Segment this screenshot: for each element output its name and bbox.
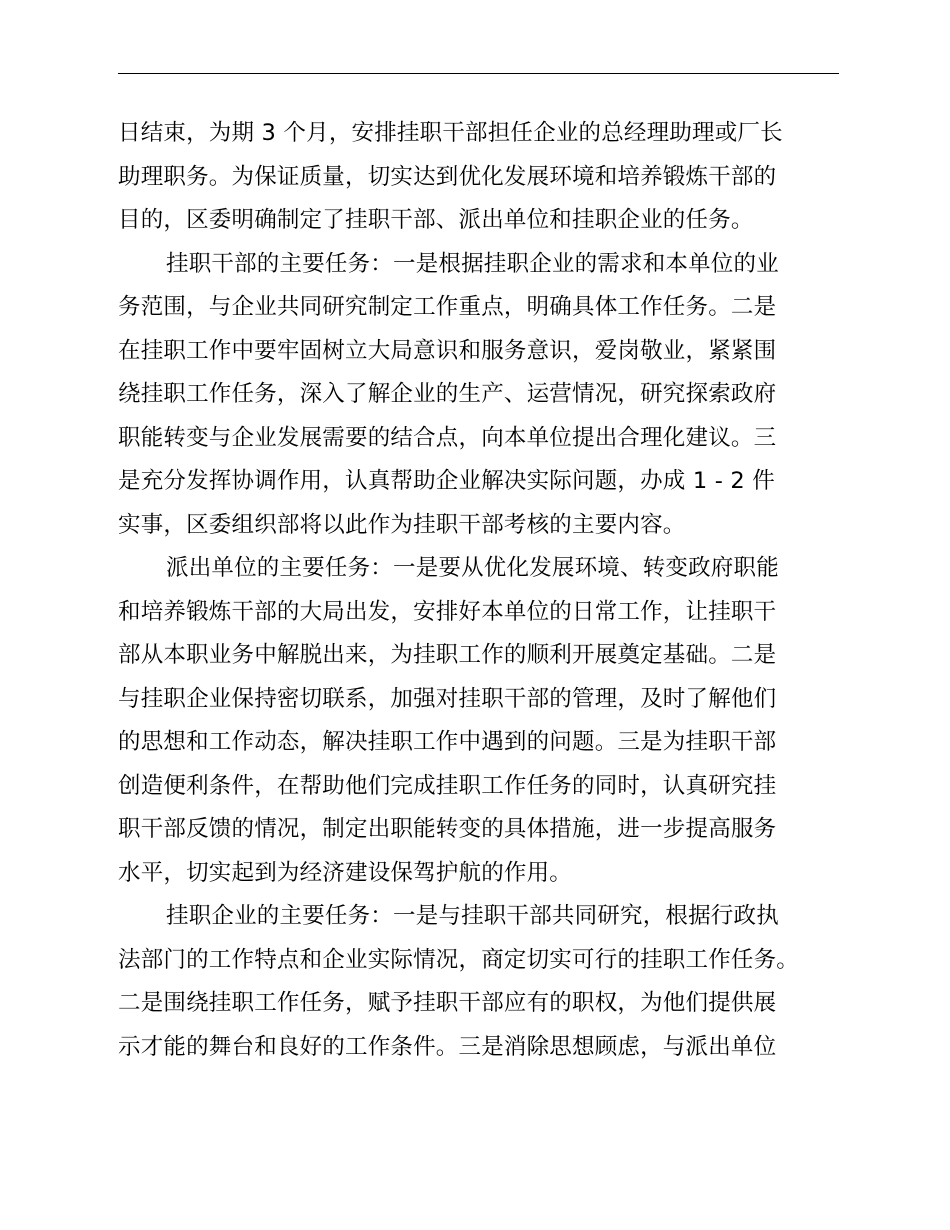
text-line: 务范围，与企业共同研究制定工作重点，明确具体工作任务。二是 [118,294,777,320]
text-line: 是充分发挥协调作用，认真帮助企业解决实际问题，办成 1 - 2 件 [118,468,775,494]
text-line: 在挂职工作中要牢固树立大局意识和服务意识，爱岗敬业，紧紧围 [118,337,777,364]
paragraph-first-line: 挂职企业的主要任务：一是与挂职干部共同研究，根据行政执 [166,903,779,929]
text-line: 创造便利条件，在帮助他们完成挂职工作任务的同时，认真研究挂 [118,772,777,799]
text-line: 助理职务。为保证质量，切实达到优化发展环境和培养锻炼干部的 [118,163,777,190]
text-line: 的思想和工作动态，解决挂职工作中遇到的问题。三是为挂职干部 [118,729,777,755]
text-line: 示才能的舞台和良好的工作条件。三是消除思想顾虑，与派出单位 [118,1033,777,1060]
document-body [118,112,842,1069]
text-line: 职干部反馈的情况，制定出职能转变的具体措施，进一步提高服务 [118,816,777,842]
text-line: 实事，区委组织部将以此作为挂职干部考核的主要内容。 [118,511,686,538]
text-line: 与挂职企业保持密切联系，加强对挂职干部的管理，及时了解他们 [118,685,777,712]
text-line: 目的，区委明确制定了挂职干部、派出单位和挂职企业的任务。 [118,207,754,233]
text-line: 日结束，为期 3 个月，安排挂职干部担任企业的总经理助理或厂长 [118,120,783,146]
text-line: 职能转变与企业发展需要的结合点，向本单位提出合理化建议。三 [118,424,777,451]
header-rule [118,73,839,74]
text-line: 二是围绕挂职工作任务，赋予挂职干部应有的职权，为他们提供展 [118,990,777,1016]
paragraph-first-line: 挂职干部的主要任务：一是根据挂职企业的需求和本单位的业 [166,250,779,277]
text-line: 部从本职业务中解脱出来，为挂职工作的顺利开展奠定基础。二是 [118,642,777,668]
text-line: 绕挂职工作任务，深入了解企业的生产、运营情况，研究探索政府 [118,381,777,407]
text-line: 和培养锻炼干部的大局出发，安排好本单位的日常工作，让挂职干 [118,598,777,625]
text-line: 水平，切实起到为经济建设保驾护航的作用。 [118,859,573,886]
paragraph-first-line: 派出单位的主要任务：一是要从优化发展环境、转变政府职能 [166,555,779,581]
text-line: 法部门的工作特点和企业实际情况，商定切实可行的挂职工作任务。 [118,946,800,973]
